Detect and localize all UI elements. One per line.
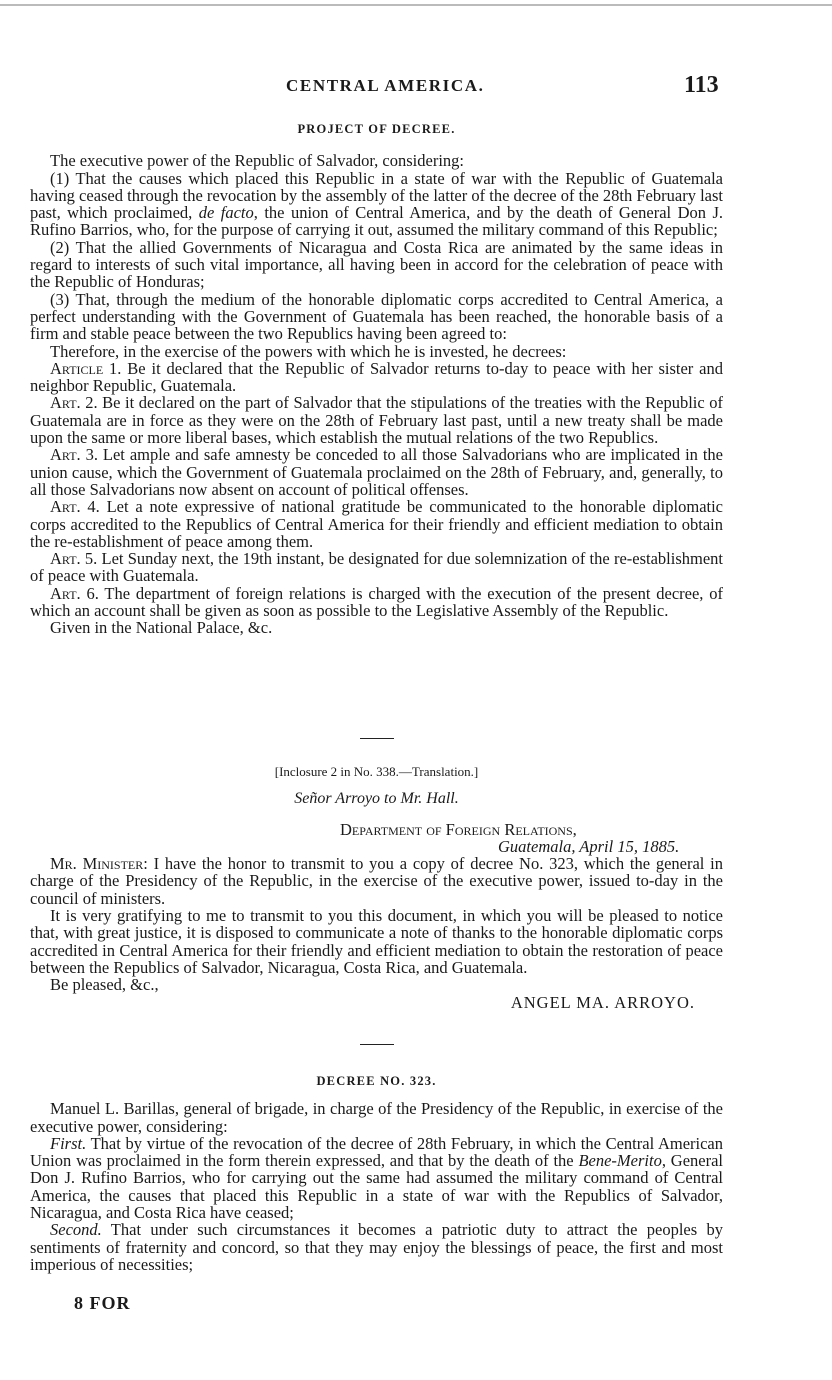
letter-signature: ANGEL MA. ARROYO. (510, 992, 695, 1012)
article-4: Art. 4. Let a note expressive of national gratitude be communicated to the honorable diplomatic corps accredited to the Republics of Central America for their friendly and efficient mediation to obtain the re-establishment of peace among them. (30, 497, 724, 551)
signature-mark: 8 FOR (74, 1293, 131, 1313)
letter (30, 763, 723, 1011)
article-6: Art. 6. The department of foreign relations is charged with the execution of the present decree, of which an account shall be given as soon as possible to the Legislative Assembly of the Republic. (30, 583, 723, 621)
top-edge-line (0, 4, 832, 6)
project-intro: The executive power of the Republic of Salvador, considering: (50, 151, 464, 171)
consideration-3: (3) That, through the medium of the honorable diplomatic corps accredited to Central America, a perfect understanding with the Government of Guatemala has been reached, the honorable basis of a firm and stable peace between the two Republics having been agreed to: (30, 289, 723, 344)
divider (360, 1044, 394, 1045)
running-head: CENTRAL AMERICA. (286, 76, 485, 95)
letter-closing: Be pleased, &c., (50, 975, 159, 995)
article-3: Art. 3. Let ample and safe amnesty be conceded to all those Salvadorians who are implicated in the union cause, which the Government of Guatemala proclaimed on the 28th of February, and, generally, to all those Salvadorians now absent on account of political offenses. (30, 445, 723, 499)
decree-323 (30, 1073, 723, 1273)
project-heading: PROJECT OF DECREE. (297, 122, 456, 136)
inclosure-note: [Inclosure 2 in No. 338.—Translation.] (274, 764, 479, 779)
divider (360, 738, 394, 739)
department-line: Department of Foreign Relations, (340, 819, 577, 839)
article-2: Art. 2. Be it declared on the part of Salvador that the stipulations of the treaties with the Republic of Guatemala are in force as they were on the 28th of February last past, until a new treaty shall be made upon the same or more liberal bases, which establish the mutual relations of the two Republics. (30, 393, 723, 448)
divider-1-wrap (30, 738, 723, 739)
decree-second: Second. That under such circumstances it becomes a patriotic duty to attract the peoples by sentiments of fraternity and concord, so that they may enjoy the blessings of peace, the first and most imperious of necessities; (30, 1220, 723, 1274)
consideration-2: (2) That the allied Governments of Nicaragua and Costa Rica are animated by the same ideas in regard to interests of such vital importance, all having been in accord for the celebration of peace with the Republic of Honduras; (30, 237, 723, 292)
article-5: Art. 5. Let Sunday next, the 19th instant, be designated for due solemnization of the re-establishment of peace with Guatemala. (30, 549, 724, 586)
given-line: Given in the National Palace, &c. (50, 618, 273, 638)
project-of-decree (30, 121, 723, 637)
therefore-clause: Therefore, in the exercise of the powers with which he is invested, he decrees: (50, 341, 567, 361)
letter-paragraph-1: Mr. Minister: I have the honor to transmit to you a copy of decree No. 323, which the general in charge of the Presidency of the Republic, in the exercise of the executive power, issued to-day in the council of ministers. (30, 854, 723, 908)
letter-paragraph-2: It is very gratifying to me to transmit to you this document, in which you will be pleased to notice that, with great justice, it is disposed to communicate a note of thanks to the honorable diplomatic corps accredited in Central America for their friendly and efficient mediation to obtain the restoration of peace between the Republics of Salvador, Nicaragua, Costa Rica, and Guatemala. (30, 906, 723, 977)
decree-first: First. That by virtue of the revocation of the decree of 28th February, in which the Central American Union was proclaimed in the form therein expressed, and that by the death of the Bene-Merito, General Don J. Rufino Barrios, who for carrying out the same had assumed the military command of Central America, the causes that placed this Republic in a state of war with the Republics of Salvador, Nicaragua, and Costa Rica have ceased; (30, 1133, 723, 1223)
letter-heading: Señor Arroyo to Mr. Hall. (294, 790, 459, 808)
decree-heading: DECREE NO. 323. (316, 1074, 437, 1088)
divider-2-wrap (30, 1044, 723, 1045)
article-1: Article 1. Be it declared that the Republic of Salvador returns to-day to peace with her sister and neighbor Republic, Guatemala. (30, 358, 723, 396)
consideration-1: (1) That the causes which placed this Republic in a state of war with the Republic of Guatemala having ceased through the revocation by the assembly of the latter of the decree of the 28th February last past, which proclaimed, de facto, the union of Central America, and by the death of General Don J. Rufino Barrios, who, for the purpose of carrying it out, assumed the military command of this Republic; (30, 168, 723, 240)
place-date: Guatemala, April 15, 1885. (498, 836, 680, 856)
page-number: 113 (684, 72, 719, 98)
decree-intro: Manuel L. Barillas, general of brigade, in charge of the Presidency of the Republic, in exercise of the executive power, considering: (30, 1099, 723, 1136)
